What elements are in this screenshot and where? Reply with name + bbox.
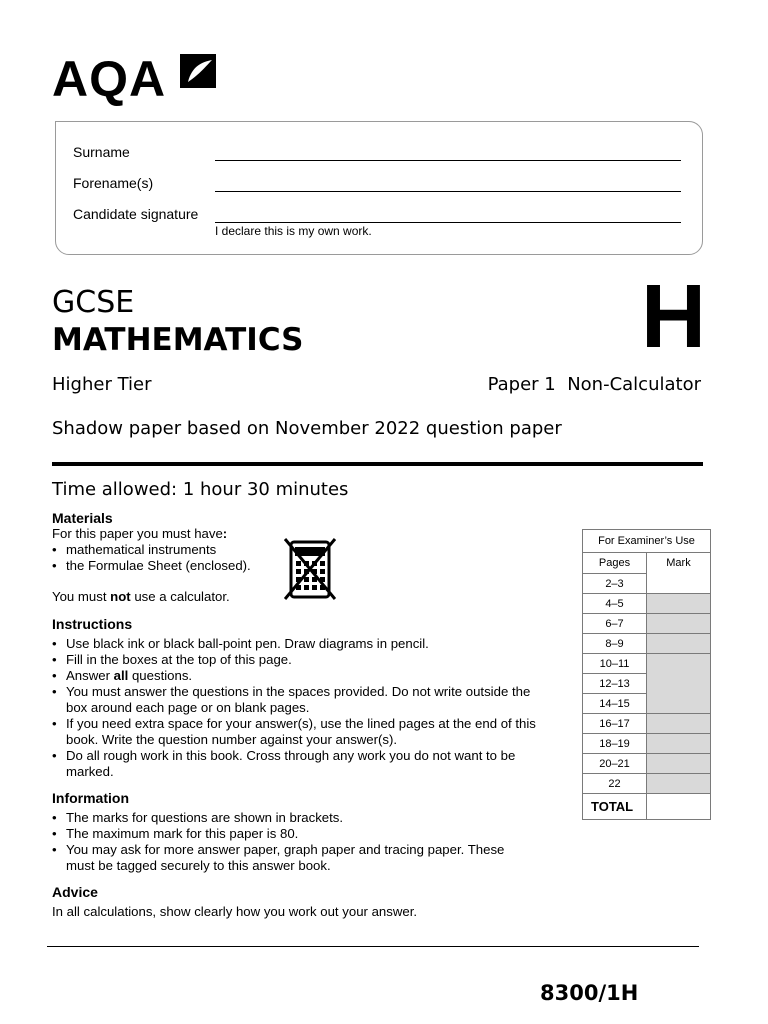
item3-bold: all bbox=[113, 668, 129, 683]
advice-heading: Advice bbox=[52, 884, 98, 900]
list-item: • You may ask for more answer paper, graph paper and tracing paper. These must be tagged securely to this answer book. bbox=[52, 842, 512, 874]
mark-cell[interactable] bbox=[647, 634, 711, 654]
calc-pre: You must bbox=[52, 589, 111, 604]
tier-letter: H bbox=[641, 267, 706, 367]
logo-text: AQA bbox=[52, 51, 167, 107]
total-label: TOTAL bbox=[583, 794, 647, 820]
examiner-use-table bbox=[582, 529, 711, 820]
pages-cell: 6–7 bbox=[583, 614, 647, 634]
information-section bbox=[52, 790, 512, 874]
list-item: • If you need extra space for your answer(s), use the lined pages at the end of this book. Write the question number against your answer(s). bbox=[52, 716, 542, 748]
list-item: • The marks for questions are shown in brackets. bbox=[52, 810, 512, 826]
no-calculator-icon bbox=[284, 537, 336, 601]
pages-cell: 10–11 bbox=[583, 654, 647, 674]
list-item: • Fill in the boxes at the top of this page. bbox=[52, 652, 542, 668]
forenames-label: Forename(s) bbox=[73, 175, 154, 191]
pages-cell: 4–5 bbox=[583, 594, 647, 614]
pages-cell: 22 bbox=[583, 774, 647, 794]
shadow-note: Shadow paper based on November 2022 question paper bbox=[52, 418, 562, 439]
surname-label: Surname bbox=[73, 144, 130, 160]
list-item: • You must answer the questions in the spaces provided. Do not write outside the box around each page or on blank pages. bbox=[52, 684, 542, 716]
aqa-leaf-icon bbox=[180, 54, 216, 88]
list-item: • Do all rough work in this book. Cross through any work you do not want to be marked. bbox=[52, 748, 542, 780]
list-item bbox=[52, 668, 542, 684]
pages-cell: 14–15 bbox=[583, 694, 647, 714]
footer-divider bbox=[47, 946, 699, 947]
list-item: • The maximum mark for this paper is 80. bbox=[52, 826, 512, 842]
pages-cell: 2–3 bbox=[583, 574, 647, 594]
signature-label: Candidate signature bbox=[73, 206, 199, 222]
paper-name: Paper 1 Non-Calculator bbox=[487, 374, 701, 395]
mark-cell[interactable] bbox=[647, 614, 711, 634]
declaration-text: I declare this is my own work. bbox=[215, 224, 372, 238]
list-item: • mathematical instruments bbox=[52, 542, 288, 558]
calculator-note bbox=[52, 589, 288, 605]
instructions-heading: Instructions bbox=[52, 616, 133, 632]
materials-heading: Materials bbox=[52, 510, 113, 526]
advice-text: In all calculations, show clearly how you work out your answer. bbox=[52, 904, 418, 919]
paper-code: 8300/1H bbox=[540, 981, 639, 1005]
signature-field[interactable] bbox=[215, 222, 681, 223]
materials-intro-text: For this paper you must have bbox=[52, 526, 223, 541]
pages-cell: 16–17 bbox=[583, 714, 647, 734]
advice-section bbox=[52, 884, 552, 920]
mark-cell[interactable] bbox=[647, 714, 711, 734]
qualification-title: GCSE bbox=[52, 285, 135, 320]
pages-header: Pages bbox=[583, 553, 647, 574]
pages-cell: 8–9 bbox=[583, 634, 647, 654]
subject-title: MATHEMATICS bbox=[52, 322, 304, 358]
item3-post: questions. bbox=[128, 668, 193, 683]
pages-cell: 20–21 bbox=[583, 754, 647, 774]
examiner-title: For Examiner’s Use bbox=[583, 530, 711, 553]
item3-pre: Answer bbox=[66, 668, 114, 683]
pages-cell: 12–13 bbox=[583, 674, 647, 694]
materials-section bbox=[52, 510, 288, 605]
mark-cell[interactable] bbox=[647, 774, 711, 794]
surname-field[interactable] bbox=[215, 160, 681, 161]
instructions-section bbox=[52, 616, 542, 780]
calc-bold: not bbox=[110, 589, 131, 604]
pages-cell: 18–19 bbox=[583, 734, 647, 754]
total-cell[interactable] bbox=[647, 794, 711, 820]
mark-cell[interactable] bbox=[647, 654, 711, 714]
list-item: • the Formulae Sheet (enclosed). bbox=[52, 558, 288, 574]
materials-intro bbox=[52, 526, 288, 542]
tier-label: Higher Tier bbox=[52, 374, 152, 395]
aqa-logo bbox=[52, 51, 167, 107]
calc-post: use a calculator. bbox=[130, 589, 230, 604]
information-heading: Information bbox=[52, 790, 129, 806]
forenames-field[interactable] bbox=[215, 191, 681, 192]
mark-cell[interactable] bbox=[647, 734, 711, 754]
list-item: • Use black ink or black ball-point pen. Draw diagrams in pencil. bbox=[52, 636, 542, 652]
mark-cell[interactable] bbox=[647, 594, 711, 614]
mark-header: Mark bbox=[647, 553, 711, 594]
time-allowed: Time allowed: 1 hour 30 minutes bbox=[52, 479, 349, 500]
divider bbox=[52, 462, 703, 466]
materials-intro-colon: : bbox=[222, 526, 228, 541]
mark-cell[interactable] bbox=[647, 754, 711, 774]
